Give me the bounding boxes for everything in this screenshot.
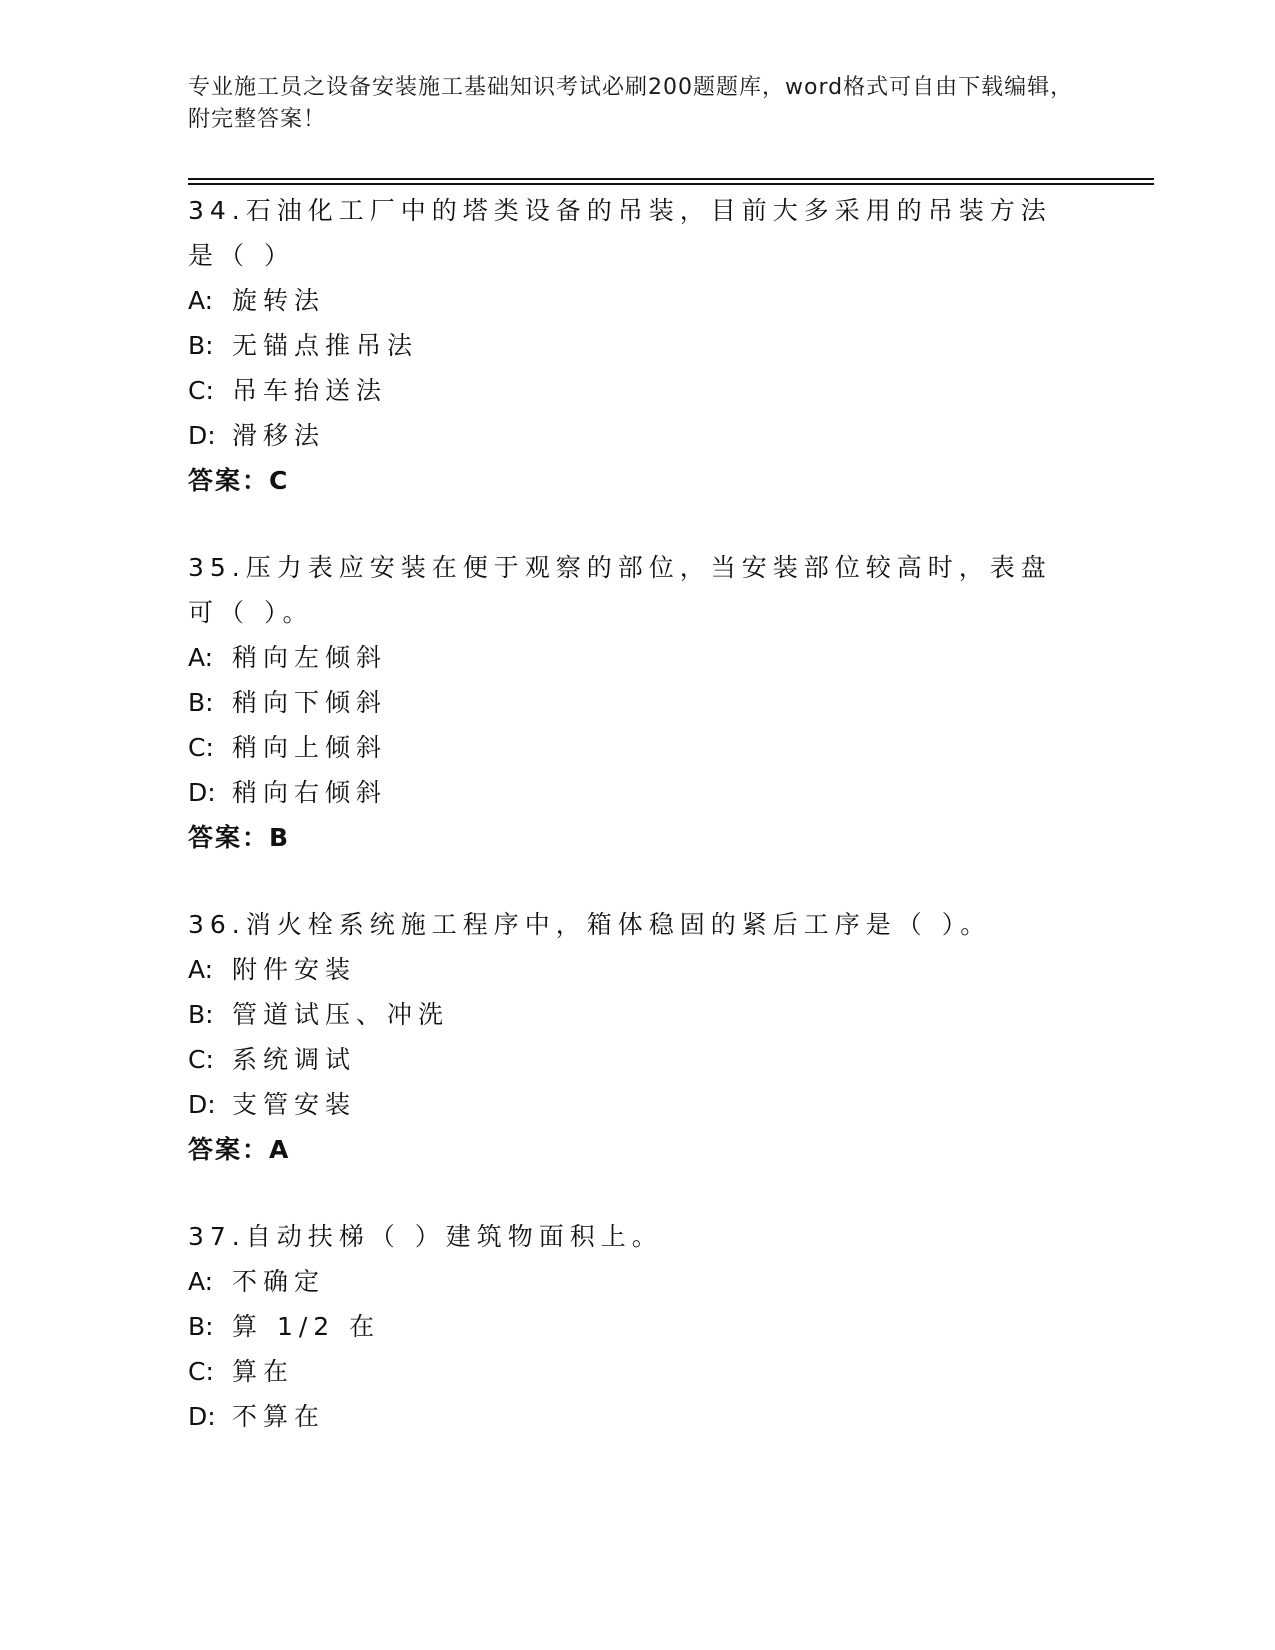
question-stem: 37.自动扶梯（ ）建筑物面积上。: [188, 1222, 663, 1251]
option-a: [188, 947, 1068, 992]
question-stem: 35.压力表应安装在便于观察的部位，当安装部位较高时，表盘可（ ）。: [188, 553, 1052, 627]
header-divider-bottom: [188, 183, 1154, 185]
option-text: 滑移法: [232, 421, 326, 450]
option-letter: D:: [188, 1090, 216, 1119]
option-text: 系统调试: [232, 1045, 357, 1074]
option-letter: B:: [188, 1000, 214, 1029]
question-34: [188, 188, 1068, 503]
option-c: [188, 1037, 1068, 1082]
option-letter: C:: [188, 1357, 214, 1386]
option-letter: A:: [188, 643, 214, 672]
option-letter: A:: [188, 955, 214, 984]
option-d: [188, 770, 1068, 815]
option-text: 稍向上倾斜: [232, 733, 388, 762]
option-letter: A:: [188, 1267, 214, 1296]
option-letter: D:: [188, 421, 216, 450]
option-d: [188, 1082, 1068, 1127]
question-stem: 34.石油化工厂中的塔类设备的吊装，目前大多采用的吊装方法是（ ）: [188, 196, 1052, 270]
option-letter: B:: [188, 688, 214, 717]
option-text: 算在: [232, 1357, 295, 1386]
option-text: 稍向左倾斜: [232, 643, 388, 672]
option-c: [188, 1349, 1068, 1394]
option-d: [188, 413, 1068, 458]
question-stem: 36.消火栓系统施工程序中，箱体稳固的紧后工序是（ ）。: [188, 910, 992, 939]
option-letter: C:: [188, 1045, 214, 1074]
option-text: 算 1/2 在: [232, 1312, 381, 1341]
question-36: [188, 902, 1068, 1172]
header-divider-top: [188, 178, 1154, 180]
option-text: 不算在: [232, 1402, 326, 1431]
option-b: [188, 680, 1068, 725]
option-text: 稍向下倾斜: [232, 688, 388, 717]
question-list: [188, 188, 1068, 1481]
option-letter: C:: [188, 733, 214, 762]
option-text: 管道试压、冲洗: [232, 1000, 450, 1029]
option-text: 不确定: [232, 1267, 326, 1296]
answer-line: 答案：C: [188, 466, 290, 495]
answer-line: 答案：B: [188, 823, 291, 852]
option-letter: D:: [188, 778, 216, 807]
option-d: [188, 1394, 1068, 1439]
option-a: [188, 278, 1068, 323]
option-c: [188, 725, 1068, 770]
option-b: [188, 323, 1068, 368]
option-text: 附件安装: [232, 955, 357, 984]
option-text: 稍向右倾斜: [232, 778, 388, 807]
option-text: 支管安装: [232, 1090, 357, 1119]
option-letter: B:: [188, 331, 214, 360]
option-a: [188, 635, 1068, 680]
option-letter: C:: [188, 376, 214, 405]
option-letter: A:: [188, 286, 214, 315]
option-text: 旋转法: [232, 286, 326, 315]
option-a: [188, 1259, 1068, 1304]
question-37: [188, 1214, 1068, 1439]
option-text: 吊车抬送法: [232, 376, 388, 405]
question-35: [188, 545, 1068, 860]
option-c: [188, 368, 1068, 413]
document-header-title: 专业施工员之设备安装施工基础知识考试必刷200题题库，word格式可自由下载编辑，附完整答案！: [188, 75, 1074, 132]
option-b: [188, 992, 1068, 1037]
option-letter: B:: [188, 1312, 214, 1341]
answer-line: 答案：A: [188, 1135, 291, 1164]
option-letter: D:: [188, 1402, 216, 1431]
option-text: 无锚点推吊法: [232, 331, 419, 360]
option-b: [188, 1304, 1068, 1349]
